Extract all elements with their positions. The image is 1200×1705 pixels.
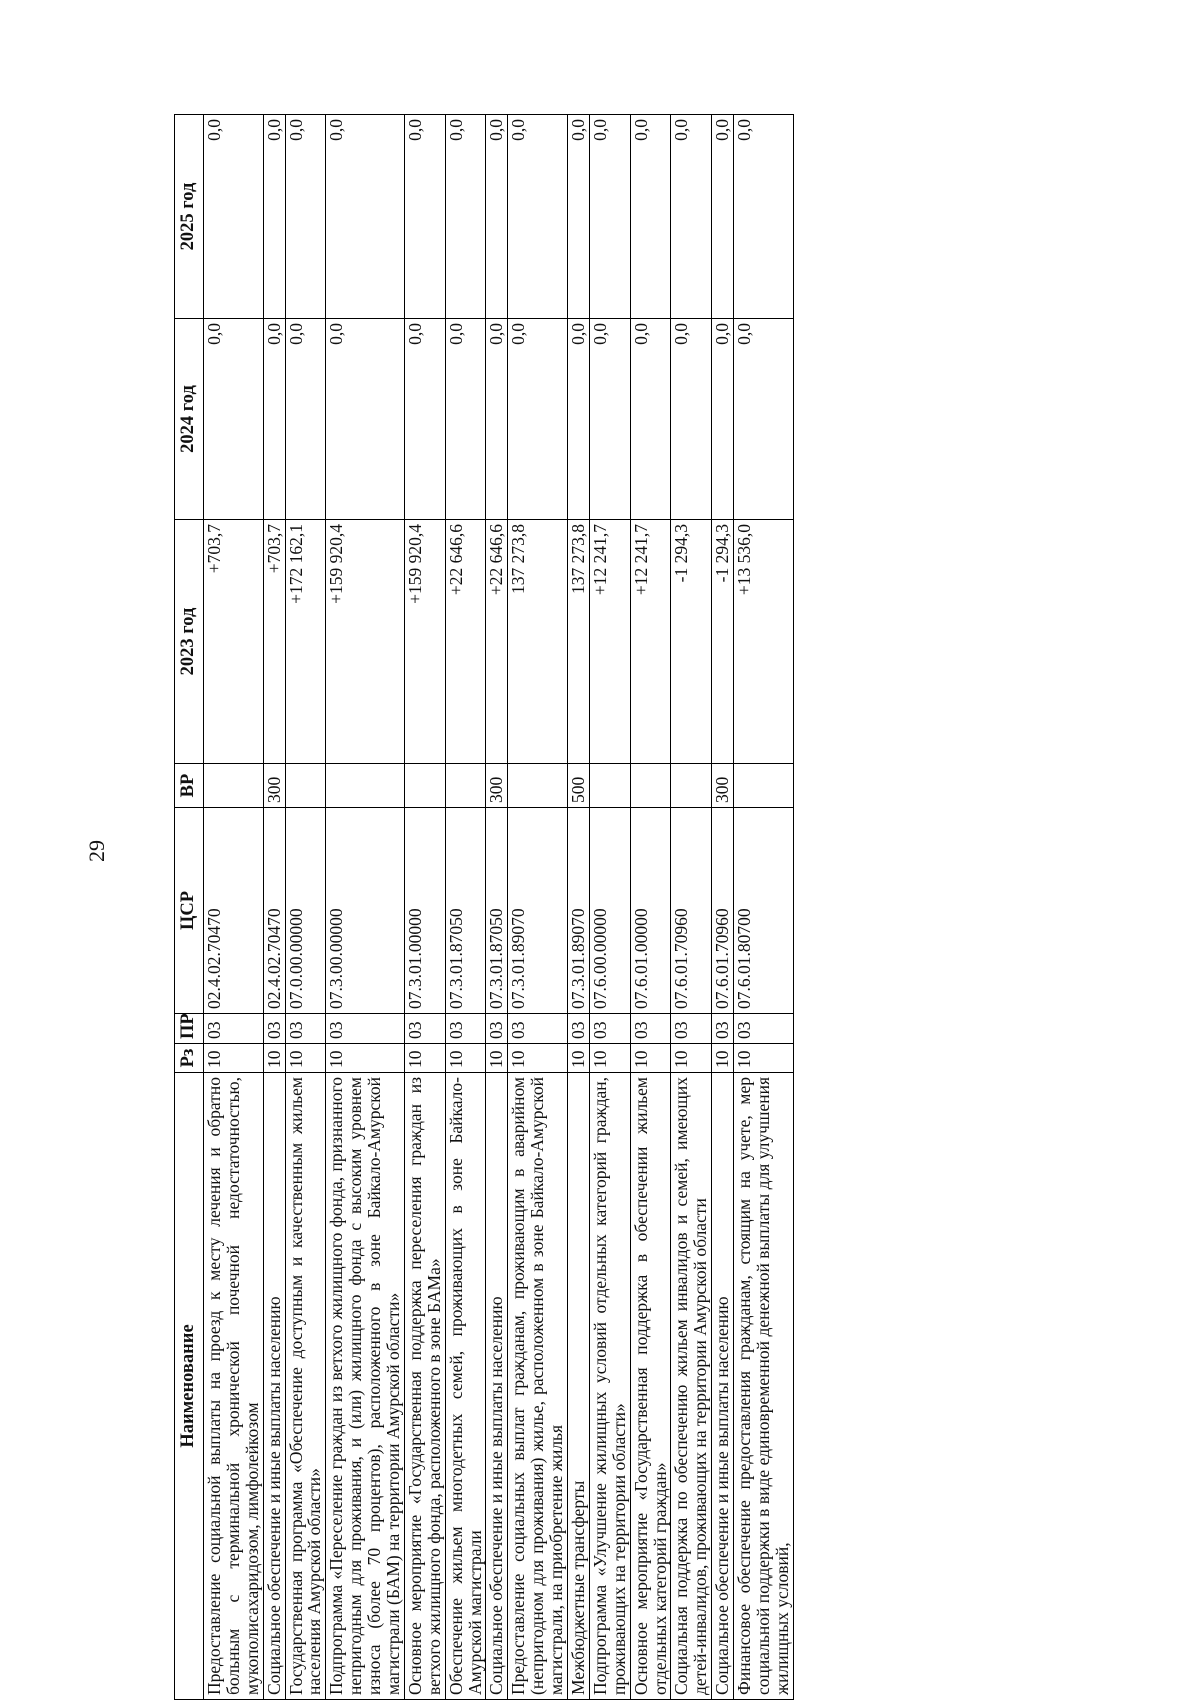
- cell-rz: 10: [712, 1044, 734, 1073]
- cell-rz: 10: [508, 1044, 568, 1073]
- table-row: [285, 115, 326, 1700]
- cell-2024: 0,0: [630, 319, 671, 520]
- cell-pr: 03: [445, 1014, 486, 1044]
- table-row: [486, 115, 508, 1700]
- cell-rz: 10: [630, 1044, 671, 1073]
- budget-table: [174, 114, 794, 1700]
- cell-rz: 10: [285, 1044, 326, 1073]
- cell-2024: 0,0: [589, 319, 630, 520]
- cell-pr: 03: [263, 1014, 285, 1044]
- table-row: [204, 115, 264, 1700]
- cell-vr: [326, 764, 405, 808]
- table-row: [671, 115, 712, 1700]
- cell-pr: 03: [326, 1014, 405, 1044]
- cell-csr: 07.3.01.89070: [568, 808, 590, 1014]
- page-number: 29: [84, 840, 109, 862]
- cell-vr: 500: [568, 764, 590, 808]
- cell-2023: +13 536,0: [734, 520, 794, 764]
- table-container: [174, 115, 1104, 1700]
- cell-csr: 07.3.01.87050: [486, 808, 508, 1014]
- cell-pr: 03: [486, 1014, 508, 1044]
- cell-csr: 07.3.01.87050: [445, 808, 486, 1014]
- cell-2024: 0,0: [285, 319, 326, 520]
- cell-name: Социальное обеспечение и иные выплаты населению: [486, 1073, 508, 1700]
- cell-name: Основное мероприятие «Государственная поддержка в обеспечении жильем отдельных категорий граждан»: [630, 1073, 671, 1700]
- cell-rz: 10: [568, 1044, 590, 1073]
- table-row: [589, 115, 630, 1700]
- cell-rz: 10: [204, 1044, 264, 1073]
- cell-csr: 07.6.01.00000: [630, 808, 671, 1014]
- cell-name: Обеспечение жильем многодетных семей, проживающих в зоне Байкало-Амурской магистрали: [445, 1073, 486, 1700]
- cell-2025: 0,0: [204, 115, 264, 319]
- cell-name: Социальная поддержка по обеспечению жильем инвалидов и семей, имеющих детей-инвалидов, проживающих на территории Амурской области: [671, 1073, 712, 1700]
- cell-pr: 03: [508, 1014, 568, 1044]
- cell-rz: 10: [263, 1044, 285, 1073]
- cell-csr: 02.4.02.70470: [263, 808, 285, 1014]
- cell-2024: 0,0: [263, 319, 285, 520]
- cell-csr: 02.4.02.70470: [204, 808, 264, 1014]
- cell-rz: 10: [734, 1044, 794, 1073]
- cell-2025: 0,0: [404, 115, 445, 319]
- cell-csr: 07.6.01.70960: [671, 808, 712, 1014]
- header-pr: ПР: [175, 1014, 204, 1044]
- cell-2025: 0,0: [486, 115, 508, 319]
- cell-2023: 137 273,8: [508, 520, 568, 764]
- cell-name: Социальное обеспечение и иные выплаты населению: [263, 1073, 285, 1700]
- cell-2025: 0,0: [630, 115, 671, 319]
- cell-2025: 0,0: [568, 115, 590, 319]
- table-row: [326, 115, 405, 1700]
- cell-2023: +703,7: [204, 520, 264, 764]
- cell-vr: [445, 764, 486, 808]
- cell-rz: 10: [445, 1044, 486, 1073]
- cell-csr: 07.0.00.00000: [285, 808, 326, 1014]
- cell-2025: 0,0: [734, 115, 794, 319]
- cell-2023: +12 241,7: [589, 520, 630, 764]
- cell-pr: 03: [630, 1014, 671, 1044]
- cell-2023: +703,7: [263, 520, 285, 764]
- cell-name: Финансовое обеспечение предоставления гражданам, стоящим на учете, мер социальной поддержки в виде единовременной денежной выплаты для улучшения жилищных условий,: [734, 1073, 794, 1700]
- cell-csr: 07.3.01.00000: [404, 808, 445, 1014]
- header-2025: 2025 год: [175, 115, 204, 319]
- header-name: Наименование: [175, 1073, 204, 1700]
- cell-vr: 300: [486, 764, 508, 808]
- cell-vr: [204, 764, 264, 808]
- cell-name: Государственная программа «Обеспечение доступным и качественным жильем населения Амурской области»: [285, 1073, 326, 1700]
- cell-pr: 03: [589, 1014, 630, 1044]
- cell-2025: 0,0: [671, 115, 712, 319]
- cell-2024: 0,0: [671, 319, 712, 520]
- table-row: [508, 115, 568, 1700]
- cell-rz: 10: [404, 1044, 445, 1073]
- cell-2023: +12 241,7: [630, 520, 671, 764]
- cell-csr: 07.6.01.70960: [712, 808, 734, 1014]
- cell-2025: 0,0: [589, 115, 630, 319]
- cell-pr: 03: [204, 1014, 264, 1044]
- cell-vr: [671, 764, 712, 808]
- cell-2023: -1 294,3: [712, 520, 734, 764]
- cell-pr: 03: [734, 1014, 794, 1044]
- cell-csr: 07.6.01.80700: [734, 808, 794, 1014]
- cell-pr: 03: [712, 1014, 734, 1044]
- header-vr: ВР: [175, 764, 204, 808]
- header-2024: 2024 год: [175, 319, 204, 520]
- cell-2024: 0,0: [404, 319, 445, 520]
- cell-2023: +22 646,6: [445, 520, 486, 764]
- cell-pr: 03: [671, 1014, 712, 1044]
- cell-csr: 07.6.00.00000: [589, 808, 630, 1014]
- cell-2025: 0,0: [712, 115, 734, 319]
- cell-2023: +172 162,1: [285, 520, 326, 764]
- cell-vr: [630, 764, 671, 808]
- header-rz: Рз: [175, 1044, 204, 1073]
- cell-2024: 0,0: [326, 319, 405, 520]
- cell-vr: [404, 764, 445, 808]
- cell-2023: +159 920,4: [404, 520, 445, 764]
- header-csr: ЦСР: [175, 808, 204, 1014]
- cell-pr: 03: [285, 1014, 326, 1044]
- cell-name: Социальное обеспечение и иные выплаты населению: [712, 1073, 734, 1700]
- cell-rz: 10: [671, 1044, 712, 1073]
- cell-2023: +22 646,6: [486, 520, 508, 764]
- cell-2023: +159 920,4: [326, 520, 405, 764]
- cell-2025: 0,0: [285, 115, 326, 319]
- table-row: [263, 115, 285, 1700]
- cell-2025: 0,0: [445, 115, 486, 319]
- cell-csr: 07.3.00.00000: [326, 808, 405, 1014]
- header-2023: 2023 год: [175, 520, 204, 764]
- cell-vr: 300: [263, 764, 285, 808]
- cell-name: Основное мероприятие «Государственная поддержка переселения граждан из ветхого жилищного фонда, расположенного в зоне БАМа»: [404, 1073, 445, 1700]
- cell-2024: 0,0: [486, 319, 508, 520]
- table-header-row: [175, 115, 204, 1700]
- cell-vr: 300: [712, 764, 734, 808]
- cell-name: Подпрограмма «Переселение граждан из ветхого жилищного фонда, признанного непригодным для проживания, и (или) жилищного фонда с высоким уровнем износа (более 70 процентов), расположенного в зоне Байкало-Амурской магистрали (БАМ) на территории Амурской области»: [326, 1073, 405, 1700]
- cell-2023: 137 273,8: [568, 520, 590, 764]
- cell-2025: 0,0: [326, 115, 405, 319]
- table-row: [734, 115, 794, 1700]
- cell-name: Межбюджетные трансферты: [568, 1073, 590, 1700]
- cell-csr: 07.3.01.89070: [508, 808, 568, 1014]
- cell-2025: 0,0: [263, 115, 285, 319]
- cell-name: Предоставление социальных выплат гражданам, проживающим в аварийном (непригодном для проживания) жилье, расположенном в зоне Байкало-Амурской магистрали, на приобретение жилья: [508, 1073, 568, 1700]
- cell-name: Предоставление социальной выплаты на проезд к месту лечения и обратно больным с терминальной хронической почечной недостаточностью, мукополисахаридозом, лимфолейкозом: [204, 1073, 264, 1700]
- cell-pr: 03: [568, 1014, 590, 1044]
- cell-vr: [508, 764, 568, 808]
- cell-2024: 0,0: [204, 319, 264, 520]
- cell-rz: 10: [326, 1044, 405, 1073]
- cell-2024: 0,0: [568, 319, 590, 520]
- cell-2024: 0,0: [445, 319, 486, 520]
- cell-pr: 03: [404, 1014, 445, 1044]
- cell-rz: 10: [589, 1044, 630, 1073]
- rotated-table-wrapper: [174, 115, 1104, 1700]
- cell-2024: 0,0: [508, 319, 568, 520]
- cell-name: Подпрограмма «Улучшение жилищных условий отдельных категорий граждан, проживающих на территории области»: [589, 1073, 630, 1700]
- cell-rz: 10: [486, 1044, 508, 1073]
- cell-2024: 0,0: [734, 319, 794, 520]
- table-row: [568, 115, 590, 1700]
- table-row: [712, 115, 734, 1700]
- cell-2023: -1 294,3: [671, 520, 712, 764]
- cell-2025: 0,0: [508, 115, 568, 319]
- table-row: [630, 115, 671, 1700]
- cell-vr: [734, 764, 794, 808]
- table-row: [404, 115, 445, 1700]
- cell-vr: [285, 764, 326, 808]
- cell-vr: [589, 764, 630, 808]
- table-row: [445, 115, 486, 1700]
- cell-2024: 0,0: [712, 319, 734, 520]
